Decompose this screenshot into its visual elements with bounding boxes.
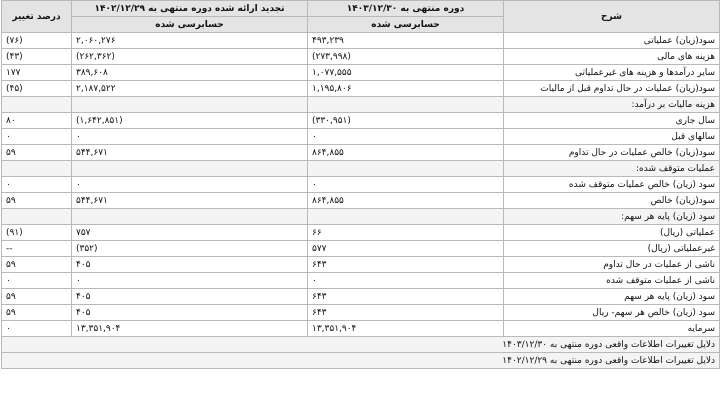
row-current-value: ۰ xyxy=(308,177,504,193)
section-row xyxy=(2,161,720,177)
header-change-percent: درصد تغییر xyxy=(2,1,72,33)
row-change-percent: ۰ xyxy=(2,321,72,337)
row-change-percent: ۱۷۷ xyxy=(2,65,72,81)
note-row xyxy=(2,337,720,353)
row-previous-value xyxy=(72,161,308,177)
row-change-percent: ۵۹ xyxy=(2,145,72,161)
row-previous-value: ۰ xyxy=(72,177,308,193)
row-change-percent: ۰ xyxy=(2,273,72,289)
row-change-percent: ۵۹ xyxy=(2,257,72,273)
table-row xyxy=(2,113,720,129)
row-description: سایر درآمدها و هزینه های غیرعملیاتی xyxy=(504,65,720,81)
row-previous-value: (۲۶۲,۳۶۲) xyxy=(72,49,308,65)
row-change-percent: (۴۵) xyxy=(2,81,72,97)
row-description: سود (زیان) خالص هر سهم- ریال xyxy=(504,305,720,321)
table-row xyxy=(2,241,720,257)
row-previous-value: ۱۳,۳۵۱,۹۰۴ xyxy=(72,321,308,337)
row-previous-value: ۷۵۷ xyxy=(72,225,308,241)
row-description: سود (زیان) پایه هر سهم xyxy=(504,289,720,305)
note-row xyxy=(2,353,720,369)
table-row xyxy=(2,225,720,241)
row-current-value: ۸۶۴,۸۵۵ xyxy=(308,193,504,209)
income-statement-table xyxy=(1,0,720,369)
row-description: عملیاتی (ریال) xyxy=(504,225,720,241)
table-row xyxy=(2,273,720,289)
row-previous-value: ۲,۰۶۰,۲۷۶ xyxy=(72,33,308,49)
table-row xyxy=(2,305,720,321)
row-previous-value xyxy=(72,97,308,113)
row-change-percent: ۵۹ xyxy=(2,289,72,305)
table-body xyxy=(2,33,720,369)
header-current-period: دوره منتهی به ۱۴۰۳/۱۲/۳۰ xyxy=(308,1,504,17)
row-description: ناشی از عملیات در حال تداوم xyxy=(504,257,720,273)
row-current-value: ۱۳,۳۵۱,۹۰۴ xyxy=(308,321,504,337)
header-previous-period: تجدید ارائه شده دوره منتهی به ۱۴۰۲/۱۲/۲۹ xyxy=(72,1,308,17)
row-change-percent: (۷۶) xyxy=(2,33,72,49)
row-current-value: ۶۶ xyxy=(308,225,504,241)
row-current-value: ۰ xyxy=(308,273,504,289)
row-current-value xyxy=(308,97,504,113)
row-previous-value: ۵۴۴,۶۷۱ xyxy=(72,193,308,209)
table-row xyxy=(2,129,720,145)
row-change-percent: ۸۰ xyxy=(2,113,72,129)
table-row xyxy=(2,289,720,305)
table-row xyxy=(2,65,720,81)
row-current-value: ۱,۰۷۷,۵۵۵ xyxy=(308,65,504,81)
row-description: غیرعملیاتی (ریال) xyxy=(504,241,720,257)
row-current-value: ۶۴۳ xyxy=(308,289,504,305)
section-row xyxy=(2,97,720,113)
row-previous-value: (۳۵۲) xyxy=(72,241,308,257)
row-change-percent xyxy=(2,209,72,225)
row-previous-value: ۰ xyxy=(72,273,308,289)
header-description: شرح xyxy=(504,1,720,33)
row-change-percent: (۹۱) xyxy=(2,225,72,241)
header-current-audit: حسابرسی شده xyxy=(308,17,504,33)
row-current-value: ۱,۱۹۵,۸۰۶ xyxy=(308,81,504,97)
row-current-value: ۶۴۳ xyxy=(308,257,504,273)
row-description: سود(زیان) خالص عملیات در حال تداوم xyxy=(504,145,720,161)
row-previous-value: ۳۸۹,۶۰۸ xyxy=(72,65,308,81)
row-current-value: (۳۳۰,۹۵۱) xyxy=(308,113,504,129)
row-previous-value: (۱,۶۴۲,۸۵۱) xyxy=(72,113,308,129)
table-row xyxy=(2,257,720,273)
row-description: سود (زیان) خالص عملیات متوقف شده xyxy=(504,177,720,193)
row-description: ناشی از عملیات متوقف شده xyxy=(504,273,720,289)
row-previous-value: ۲,۱۸۷,۵۲۲ xyxy=(72,81,308,97)
row-description: سرمایه xyxy=(504,321,720,337)
row-change-percent: ۰ xyxy=(2,129,72,145)
row-change-percent: ۵۹ xyxy=(2,193,72,209)
row-description: هزینه های مالی xyxy=(504,49,720,65)
row-description: سود (زیان) پایه هر سهم: xyxy=(504,209,720,225)
row-current-value: ۶۴۳ xyxy=(308,305,504,321)
table-row xyxy=(2,33,720,49)
row-description: هزینه مالیات بر درآمد: xyxy=(504,97,720,113)
table-row xyxy=(2,193,720,209)
row-current-value: ۰ xyxy=(308,129,504,145)
financial-statement xyxy=(1,0,719,369)
row-description: سالهای قبل xyxy=(504,129,720,145)
row-current-value: (۲۷۳,۹۹۸) xyxy=(308,49,504,65)
row-current-value xyxy=(308,161,504,177)
row-change-percent: -- xyxy=(2,241,72,257)
table-row xyxy=(2,321,720,337)
change-reason-note: دلایل تغییرات اطلاعات واقعی دوره منتهی به ۱۴۰۲/۱۲/۲۹ xyxy=(2,353,720,369)
header-previous-audit: حسابرسی شده xyxy=(72,17,308,33)
row-current-value: ۸۶۴,۸۵۵ xyxy=(308,145,504,161)
table-row xyxy=(2,177,720,193)
row-description: سود(زیان) خالص xyxy=(504,193,720,209)
row-change-percent: ۵۹ xyxy=(2,305,72,321)
table-row xyxy=(2,49,720,65)
row-change-percent: ۰ xyxy=(2,177,72,193)
row-previous-value: ۴۰۵ xyxy=(72,305,308,321)
row-description: سود(زیان) عملیات در حال تداوم قبل از مالیات xyxy=(504,81,720,97)
row-change-percent xyxy=(2,161,72,177)
section-row xyxy=(2,209,720,225)
row-current-value: ۵۷۷ xyxy=(308,241,504,257)
row-description: عملیات متوقف شده: xyxy=(504,161,720,177)
row-change-percent xyxy=(2,97,72,113)
row-previous-value: ۴۰۵ xyxy=(72,257,308,273)
change-reason-note: دلایل تغییرات اطلاعات واقعی دوره منتهی به ۱۴۰۳/۱۲/۳۰ xyxy=(2,337,720,353)
row-previous-value: ۰ xyxy=(72,129,308,145)
row-previous-value xyxy=(72,209,308,225)
row-change-percent: (۴۳) xyxy=(2,49,72,65)
table-row xyxy=(2,81,720,97)
row-current-value xyxy=(308,209,504,225)
header-row xyxy=(2,1,720,17)
row-description: سال جاری xyxy=(504,113,720,129)
row-previous-value: ۴۰۵ xyxy=(72,289,308,305)
row-description: سود(زیان) عملیاتی xyxy=(504,33,720,49)
table-row xyxy=(2,145,720,161)
row-current-value: ۴۹۳,۲۳۹ xyxy=(308,33,504,49)
row-previous-value: ۵۴۴,۶۷۱ xyxy=(72,145,308,161)
